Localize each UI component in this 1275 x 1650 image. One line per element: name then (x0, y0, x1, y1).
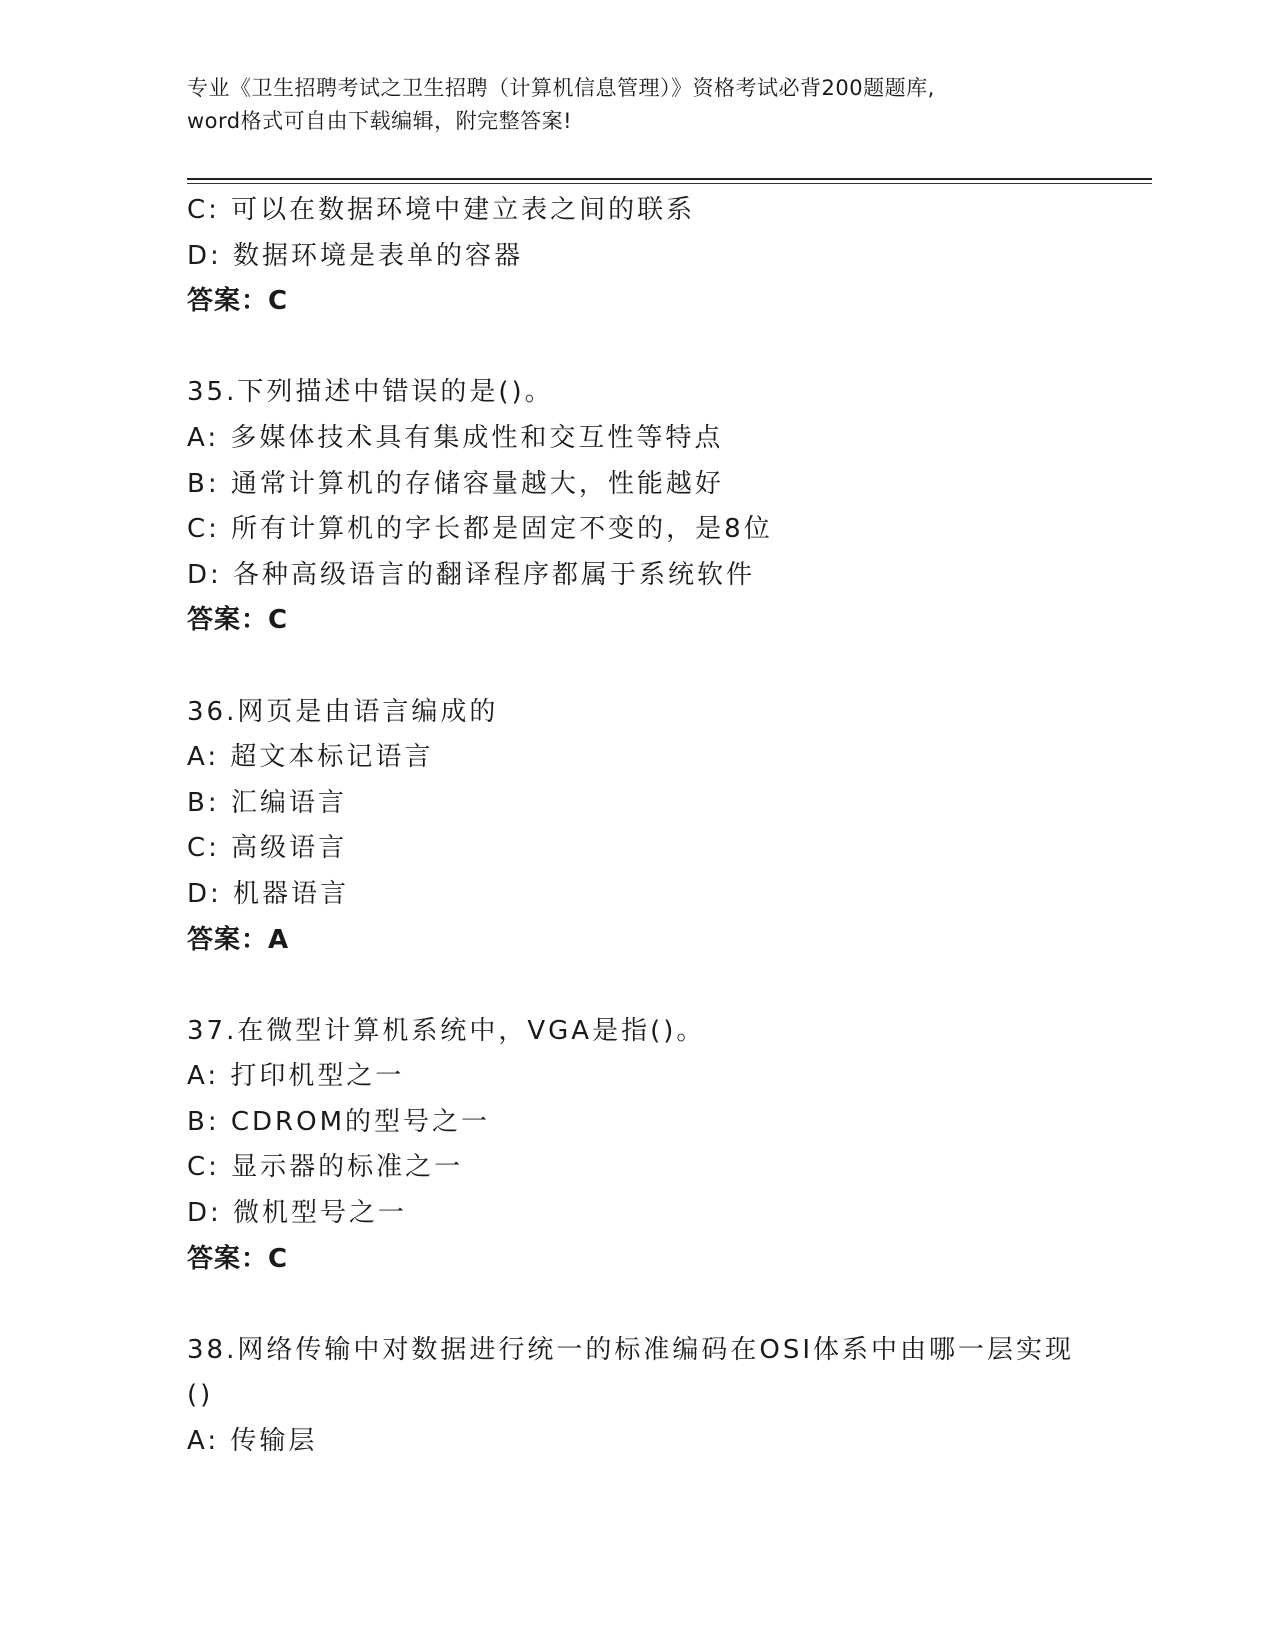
question-36 (187, 690, 1087, 964)
question-35 (187, 370, 1087, 644)
option-c: C: 所有计算机的字长都是固定不变的，是8位 (187, 514, 773, 545)
header-divider-thick (187, 178, 1152, 180)
option-d: D: 微机型号之一 (187, 1198, 408, 1229)
spacer (187, 1282, 1087, 1328)
option-a: A: 超文本标记语言 (187, 742, 434, 773)
question-38 (187, 1328, 1087, 1465)
header-title-line2: word格式可自由下载编辑，附完整答案! (187, 109, 573, 133)
option-d: D: 各种高级语言的翻译程序都属于系统软件 (187, 559, 756, 590)
document-header (187, 72, 1087, 138)
header-title-line1: 专业《卫生招聘考试之卫生招聘（计算机信息管理）》资格考试必背200题题库, (187, 76, 935, 100)
option-b: B: 汇编语言 (187, 787, 347, 818)
option-a: A: 多媒体技术具有集成性和交互性等特点 (187, 422, 724, 453)
question-37 (187, 1009, 1087, 1283)
question-34-continued (187, 188, 1087, 325)
question-list (187, 188, 1087, 1465)
answer-text: 答案：C (187, 605, 289, 636)
question-title: 35.下列描述中错误的是()。 (187, 377, 554, 408)
question-title: 36.网页是由语言编成的 (187, 696, 499, 727)
option-b: B: CDROM的型号之一 (187, 1106, 490, 1137)
question-title-line1: 38.网络传输中对数据进行统一的标准编码在OSI体系中由哪一层实现 (187, 1334, 1074, 1365)
option-b: B: 通常计算机的存储容量越大，性能越好 (187, 468, 724, 499)
spacer (187, 963, 1087, 1009)
option-c: C: 高级语言 (187, 833, 348, 864)
question-title: 37.在微型计算机系统中，VGA是指()。 (187, 1015, 706, 1046)
spacer (187, 644, 1087, 690)
option-a: A: 打印机型之一 (187, 1061, 405, 1092)
spacer (187, 325, 1087, 371)
answer-text: 答案：A (187, 924, 290, 955)
option-a: A: 传输层 (187, 1426, 318, 1457)
option-d: D: 数据环境是表单的容器 (187, 240, 524, 271)
option-c: C: 显示器的标准之一 (187, 1152, 464, 1183)
answer-text: 答案：C (187, 1243, 289, 1274)
question-title-line2: () (187, 1380, 214, 1411)
option-d: D: 机器语言 (187, 878, 350, 909)
option-c: C: 可以在数据环境中建立表之间的联系 (187, 195, 696, 225)
answer-text: 答案：C (187, 286, 289, 317)
header-divider-thin (187, 183, 1152, 184)
